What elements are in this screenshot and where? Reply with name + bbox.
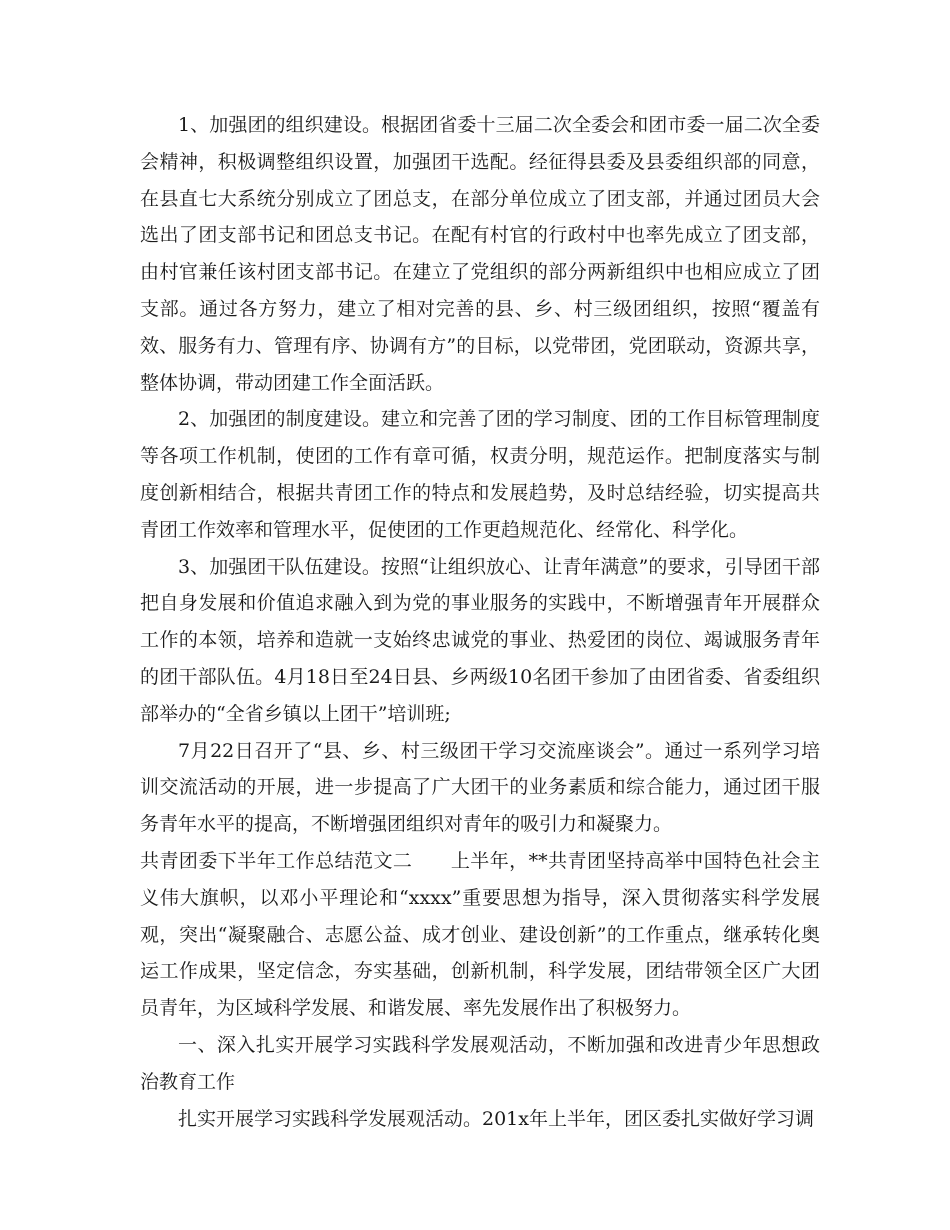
paragraph-cadre-building: 3、加强团干队伍建设。按照“让组织放心、让青年满意”的要求，引导团干部把自身发展和价值追求融入到为党的事业服务的实践中，不断增强青年开展群众工作的本领，培养和造就一支始终忠诚党的事业、热爱团的岗位、竭诚服务青年的团干部队伍。4月18日至24日县、乡两级10名团干参加了由团省委、省委组织部举办的“全省乡镇以上团干”培训班; bbox=[140, 555, 820, 725]
section-heading: 共青团委下半年工作总结范文二 bbox=[140, 849, 413, 872]
paragraph-study-practice: 扎实开展学习实践科学发展观活动。201x年上半年，团区委扎实做好学习调 bbox=[178, 1107, 814, 1130]
paragraph-section-one-title: 一、深入扎实开展学习实践科学发展观活动，不断加强和改进青少年思想政治教育工作 bbox=[140, 1033, 820, 1093]
paragraph-july-meeting: 7月22日召开了“县、乡、村三级团干学习交流座谈会”。通过一系列学习培训交流活动的开展，进一步提高了广大团干的业务素质和综合能力，通过团干服务青年水平的提高，不断增强团组织对青年的吸引力和凝聚力。 bbox=[140, 739, 820, 836]
paragraph-sample-two bbox=[140, 843, 820, 1027]
paragraph-org-building: 1、加强团的组织建设。根据团省委十三届二次全委会和团市委一届二次全委会精神，积极调整组织设置，加强团干选配。经征得县委及县委组织部的同意，在县直七大系统分别成立了团总支，在部分单位成立了团支部，并通过团员大会选出了团支部书记和团总支书记。在配有村官的行政村中也率先成立了团支部，由村官兼任该村团支部书记。在建立了党组织的部分两新组织中也相应成立了团支部。通过各方努力，建立了相对完善的县、乡、村三级团组织，按照“覆盖有效、服务有力、管理有序、协调有方”的目标，以党带团，党团联动，资源共享，整体协调，带动团建工作全面活跃。 bbox=[140, 114, 820, 394]
paragraph-system-building: 2、加强团的制度建设。建立和完善了团的学习制度、团的工作目标管理制度等各项工作机制，使团的工作有章可循，权责分明，规范运作。把制度落实与制度创新相结合，根据共青团工作的特点和发展趋势，及时总结经验，切实提高共青团工作效率和管理水平，促使团的工作更趋规范化、经常化、科学化。 bbox=[140, 408, 820, 541]
section-intro-text: 上半年，**共青团坚持高举中国特色社会主义伟大旗帜，以邓小平理论和“xxxx”重要思想为指导，深入贯彻落实科学发展观，突出“凝聚融合、志愿公益、成才创业、建设创新”的工作重点，继承转化奥运工作成果，坚定信念，夯实基础，创新机制，科学发展，团结带领全区广大团员青年，为区域科学发展、和谐发展、率先发展作出了积极努力。 bbox=[140, 849, 820, 1020]
document-body bbox=[140, 107, 820, 1137]
